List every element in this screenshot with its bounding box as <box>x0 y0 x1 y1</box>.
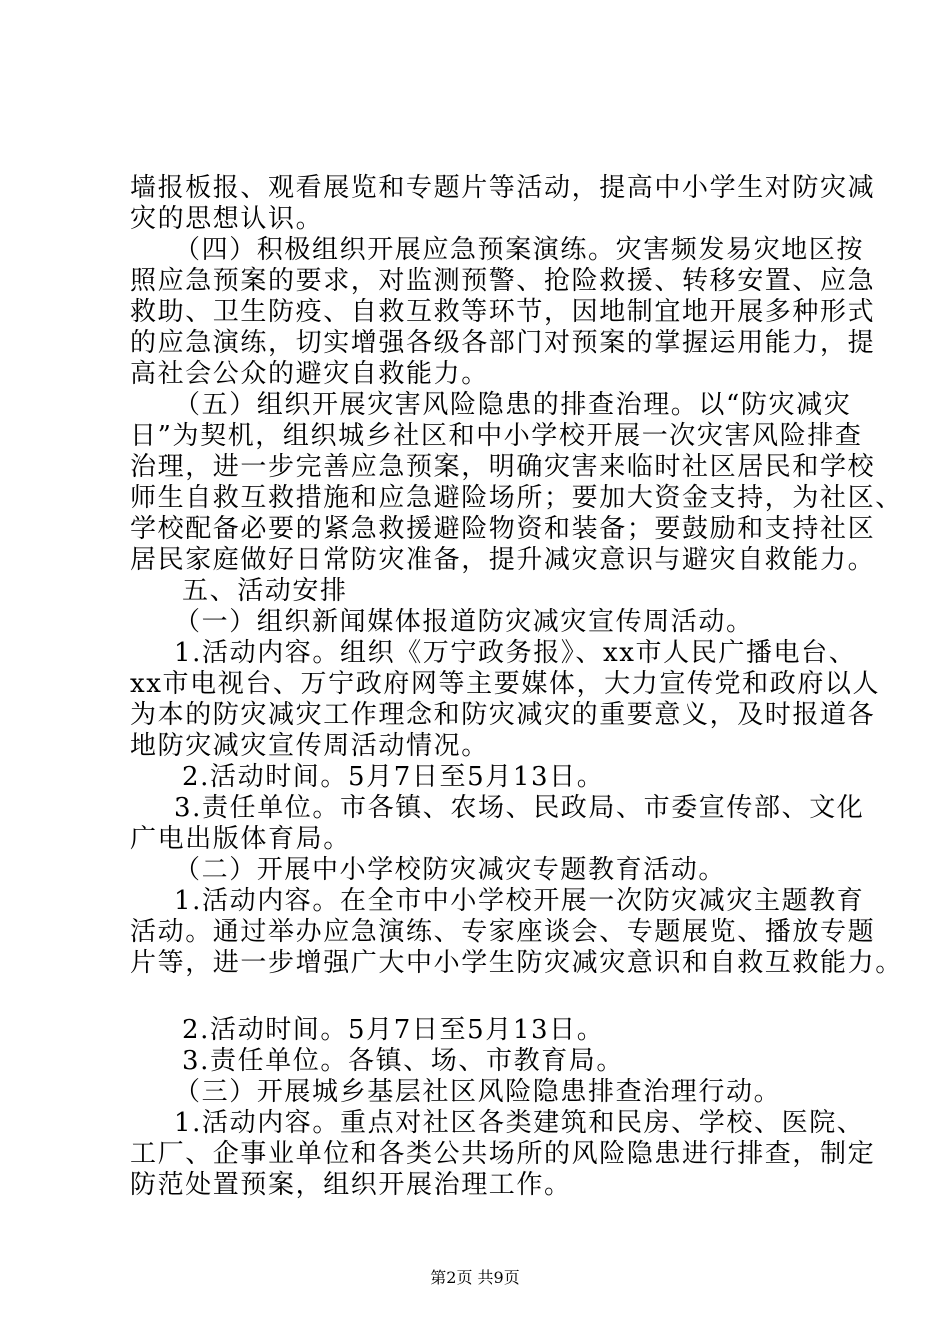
section-heading-4: （四）积极组织开展应急预案演练。灾害频发易灾地区按 <box>174 235 865 265</box>
subsection-heading-1: （一）组织新闻媒体报道防灾减灾宣传周活动。 <box>174 607 754 637</box>
text-line: 的应急演练，切实增强各级各部门对预案的掌握运用能力，提 <box>130 328 876 358</box>
page-number-footer: 第2页 共9页 <box>430 1268 520 1287</box>
text-line: 高社会公众的避灾自救能力。 <box>130 359 489 389</box>
text-line: 墙报板报、观看展览和专题片等活动，提高中小学生对防灾减 <box>130 173 876 203</box>
text-line: 3.责任单位。市各镇、农场、民政局、市委宣传部、文化 <box>174 793 865 823</box>
text-line: 救助、卫生防疫、自救互救等环节，因地制宜地开展多种形式 <box>130 297 876 327</box>
text-line: 灾的思想认识。 <box>130 204 324 234</box>
text-line: 片等，进一步增强广大中小学生防灾减灾意识和自救互救能力。 <box>130 948 903 978</box>
subsection-heading-2: （二）开展中小学校防灾减灾专题教育活动。 <box>174 855 727 885</box>
text-line: 照应急预案的要求，对监测预警、抢险救援、转移安置、应急 <box>130 266 876 296</box>
text-line: 1.活动内容。组织《万宁政务报》、xx市人民广播电台、 <box>174 638 857 668</box>
text-line: 2.活动时间。5月7日至5月13日。 <box>182 762 605 792</box>
text-line: 日”为契机，组织城乡社区和中小学校开展一次灾害风险排查 <box>130 421 863 451</box>
section-heading-5: （五）组织开展灾害风险隐患的排查治理。以“防灾减灾 <box>174 390 852 420</box>
text-line: 治理，进一步完善应急预案，明确灾害来临时社区居民和学校 <box>130 452 876 482</box>
chapter-heading: 五、活动安排 <box>182 576 348 606</box>
text-line: 工厂、企事业单位和各类公共场所的风险隐患进行排查，制定 <box>130 1139 876 1169</box>
text-line: 师生自救互救措施和应急避险场所；要加大资金支持，为社区、 <box>130 483 903 513</box>
text-line: 1.活动内容。在全市中小学校开展一次防灾减灾主题教育 <box>174 886 865 916</box>
text-line: 防范处置预案，组织开展治理工作。 <box>130 1170 572 1200</box>
text-line: 为本的防灾减灾工作理念和防灾减灾的重要意义，及时报道各 <box>130 700 876 730</box>
text-line: 广电出版体育局。 <box>130 824 351 854</box>
text-line: 学校配备必要的紧急救援避险物资和装备；要鼓励和支持社区 <box>130 514 876 544</box>
text-line: xx市电视台、万宁政府网等主要媒体，大力宣传党和政府以人 <box>130 669 881 699</box>
document-body <box>130 173 903 1201</box>
text-line: 2.活动时间。5月7日至5月13日。 <box>182 1015 605 1045</box>
text-line: 1.活动内容。重点对社区各类建筑和民房、学校、医院、 <box>174 1108 865 1138</box>
text-line: 活动。通过举办应急演练、专家座谈会、专题展览、播放专题 <box>130 917 876 947</box>
text-line: 3.责任单位。各镇、场、市教育局。 <box>182 1046 625 1076</box>
text-line: 地防灾减灾宣传周活动情况。 <box>130 731 489 761</box>
subsection-heading-3: （三）开展城乡基层社区风险隐患排查治理行动。 <box>174 1077 782 1107</box>
text-line: 居民家庭做好日常防灾准备，提升减灾意识与避灾自救能力。 <box>130 545 876 575</box>
